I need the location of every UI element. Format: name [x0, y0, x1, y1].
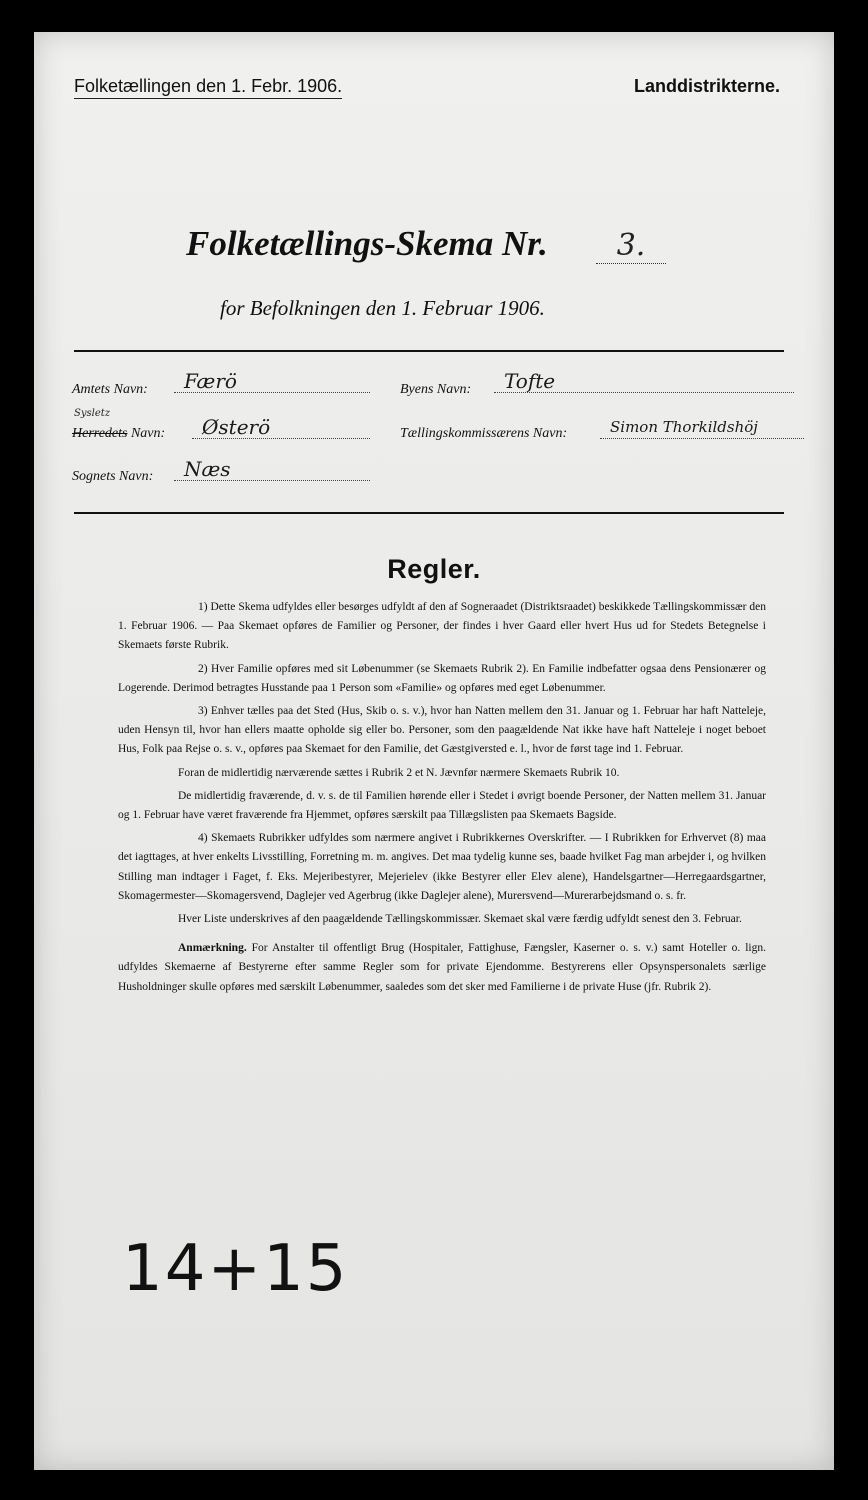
remark-text: For Anstalter til offentligt Brug (Hospitaler, Fattighuse, Fængsler, Kaserner o. s. v.) samt Hoteller o. lign. udfyldes Skemaerne af Bestyrerne efter samme Regler som for private Ejendomme. Bestyrerens eller Opsynspersonalets særlige Husholdninger skulle opføres med særskilt Løbenummer, saaledes som det sker med Familierne i de private Huse (jfr. Rubrik 2).	[118, 942, 766, 993]
byen-value: Tofte	[494, 370, 794, 393]
rule-2: 2) Hver Familie opføres med sit Løbenummer (se Skemaets Rubrik 2). En Familie indbefatter ogsaa dens Pensionærer og Logerende. Derimod betragtes Husstande paa 1 Person som «Familie» og opføres med eget Løbenummer.	[118, 662, 766, 694]
sogn-label: Sognets Navn:	[72, 469, 154, 484]
herred-label-rest: Navn:	[130, 426, 166, 441]
sogn-value: Næs	[174, 458, 370, 481]
herred-handwritten-correction: Sysletz	[74, 408, 111, 419]
rule-4: 4) Skemaets Rubrikker udfyldes som nærmere angivet i Rubrikkernes Overskrifter. — I Rubrikken for Erhvervet (8) maa det iagttages, at hver enkelts Livsstilling, Forretning m. m. angives. Det maa tydelig kunne ses, baade hvilket Fag man arbejder i, og hvilken Stilling man indtager i Faget, f. Eks. Mejeribestyrer, Mejerielev (ikke Bestyrer eller Elev alene), Handelsgartner—Herregaardsgartner, Skomagermester—Skomagersvend, Daglejer ved Agerbrug (ikke Daglejer alene), Murersvend—Murerarbejdsmand o. s. fr.	[118, 832, 766, 902]
census-form-page	[34, 32, 834, 1470]
byen-label: Byens Navn:	[400, 382, 472, 397]
rule-3-temporary-absent: De midlertidig fraværende, d. v. s. de til Familien hørende eller i Stedet i øvrigt boende Personer, der Natten mellem 31. Januar og 1. Februar have været fraværende fra Hjemmet, opføres særskilt paa Tillægslisten paa Skemaets Bagside.	[118, 789, 766, 822]
header-census-date: Folketællingen den 1. Febr. 1906.	[74, 76, 342, 99]
form-number: 3.	[596, 228, 666, 264]
amt-value: Færö	[174, 370, 370, 393]
kommissaer-value: Simon Thorkildshöj	[600, 416, 804, 439]
rules-text	[118, 598, 766, 1001]
rule-4-signature: Hver Liste underskrives af den paagældende Tællingskommissær. Skemaet skal være færdig udfyldt senest den 3. Februar.	[178, 913, 742, 926]
rule-1: 1) Dette Skema udfyldes eller besørges udfyldt af den af Sogneraadet (Distriktsraadet) beskikkede Tællingskommissær den 1. Februar 1906. — Paa Skemaet opføres de Familier og Personer, der findes i hver Gaard eller hvert Hus ud for Stedets Betegnelse i Skemaets første Rubrik.	[118, 601, 766, 652]
remark	[118, 939, 766, 997]
herred-value: Østerö	[192, 416, 370, 439]
top-divider	[74, 350, 784, 352]
form-subtitle: for Befolkningen den 1. Februar 1906.	[220, 296, 545, 320]
bottom-divider	[74, 512, 784, 514]
rule-3: 3) Enhver tælles paa det Sted (Hus, Skib o. s. v.), hvor han Natten mellem den 31. Januar og 1. Februar har haft Natteleje, uden Hensyn til, hvor han ellers maatte opholde sig eller bo. Personer, som den paagældende Nat ikke have haft Natteleje i noget beboet Hus, Folk paa Rejse o. s. v., opføres paa Skemaet for den Familie, det Gæstgiversted e. l., hvor de først tage ind 1. Februar.	[118, 705, 766, 756]
rule-3-temporary-present: Foran de midlertidig nærværende sættes i Rubrik 2 et N. Jævnfør nærmere Skemaets Rubrik 10.	[178, 766, 620, 779]
remark-label: Anmærkning.	[178, 942, 247, 955]
amt-label: Amtets Navn:	[72, 382, 148, 397]
form-title: Folketællings-Skema Nr.	[186, 224, 548, 263]
rules-heading: Regler.	[387, 554, 481, 584]
herred-label	[72, 426, 165, 442]
herred-struck-word: Herredets	[72, 426, 128, 441]
header-district-type: Landdistrikterne.	[633, 76, 780, 96]
handwritten-note: 14+15	[122, 1232, 349, 1306]
kommissaer-label: Tællingskommissærens Navn:	[400, 426, 568, 441]
